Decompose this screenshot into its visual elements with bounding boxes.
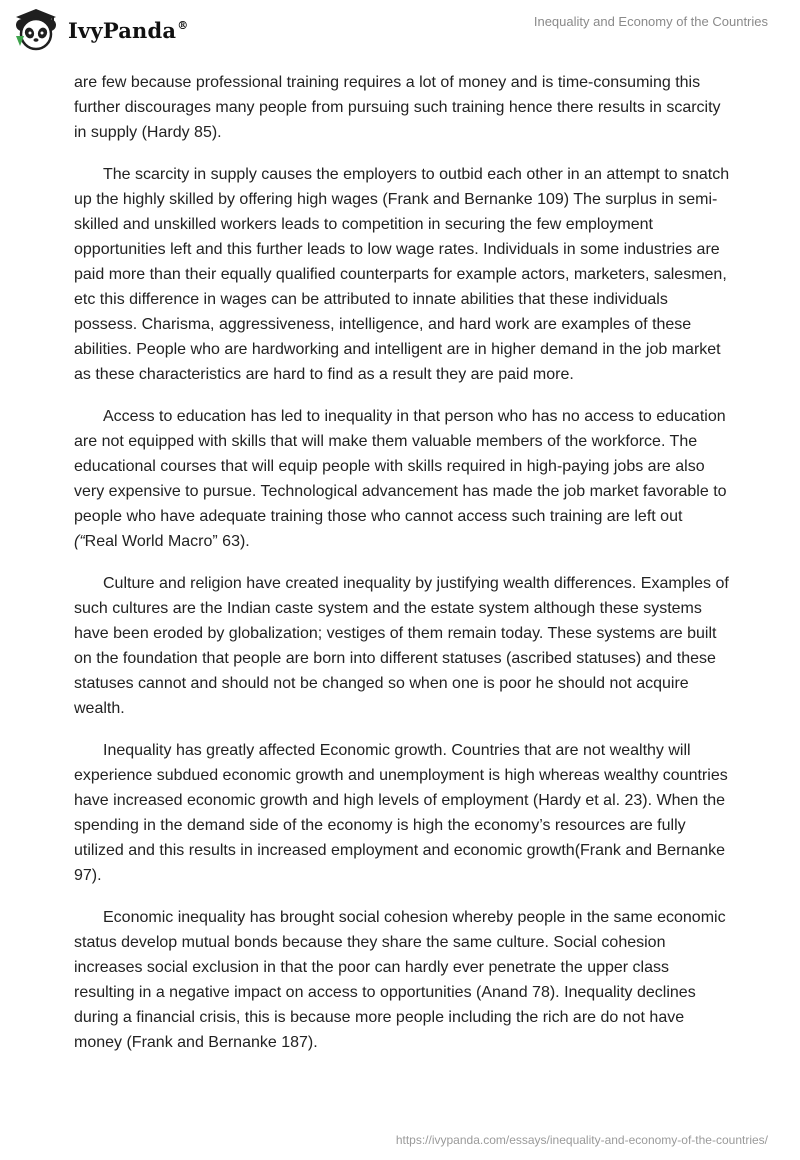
- paragraph-6: Economic inequality has brought social cohesion whereby people in the same economic status develop mutual bonds because they share the same culture. Social cohesion increases social exclusion in that the poor can hardly ever penetrate the upper class resulting in a negative impact on access to opportunities (Anand 78). Inequality declines during a financial crisis, this is because more people including the rich are do not have money (Frank and Bernanke 187).: [74, 909, 726, 1051]
- paragraph-2: The scarcity in supply causes the employers to outbid each other in an attempt to snatch up the highly skilled by offering high wages (Frank and Bernanke 109) The surplus in semi-skilled and unskilled workers leads to competition in securing the few employment opportunities left and this further leads to low wage rates. Individuals in some industries are paid more than their equally qualified counterparts for example actors, marketers, salesmen, etc this difference in wages can be attributed to innate abilities that these individuals possess. Charisma, aggressiveness, intelligence, and hard work are examples of these abilities. People who are hardworking and intelligent are in higher demand in the job market as these characteristics are hard to find as a result they are paid more.: [74, 166, 730, 383]
- paragraph-4: Culture and religion have created inequality by justifying wealth differences. Examples of such cultures are the Indian caste system and the estate system although these systems have been eroded by globalization; vestiges of them remain today. These systems are built on the foundation that people are born into different statuses (ascribed statuses) and these statuses cannot and should not be changed so when one is poor he should not acquire wealth.: [74, 575, 729, 717]
- paragraph-3-text: Access to education has led to inequality in that person who has no access to education are not equipped with skills that will make them valuable members of the workforce. The educational courses that will equip people with skills required in high-paying jobs are also very expensive to pursue. Technological advancement has made the job market favorable to people who have adequate training those who cannot access such training are left out: [74, 408, 727, 525]
- paragraph-1: are few because professional training requires a lot of money and is time-consuming this further discourages many people from pursuing such training hence there results in scarcity in supply (Hardy 85).: [74, 74, 721, 141]
- page-header: [0, 0, 800, 70]
- brand-name: IvyPanda®: [68, 17, 189, 43]
- document-title: Inequality and Economy of the Countries: [533, 14, 768, 29]
- citation-text: Real World Macro” 63).: [84, 533, 250, 550]
- source-url[interactable]: https://ivypanda.com/essays/inequality-and-economy-of-the-countries/: [395, 1133, 768, 1147]
- paragraph-5: Inequality has greatly affected Economic growth. Countries that are not wealthy will experience subdued economic growth and unemployment is high whereas wealthy countries have increased economic growth and high levels of employment (Hardy et al. 23). When the spending in the demand side of the economy is high the economy’s resources are fully utilized and this results in increased employment and economic growth(Frank and Bernanke 97).: [74, 742, 728, 884]
- citation-open: (“: [74, 533, 85, 550]
- panda-graduate-icon: [12, 6, 60, 54]
- essay-body: [74, 70, 730, 1072]
- paragraph-3: [74, 404, 730, 554]
- logo[interactable]: [12, 6, 188, 54]
